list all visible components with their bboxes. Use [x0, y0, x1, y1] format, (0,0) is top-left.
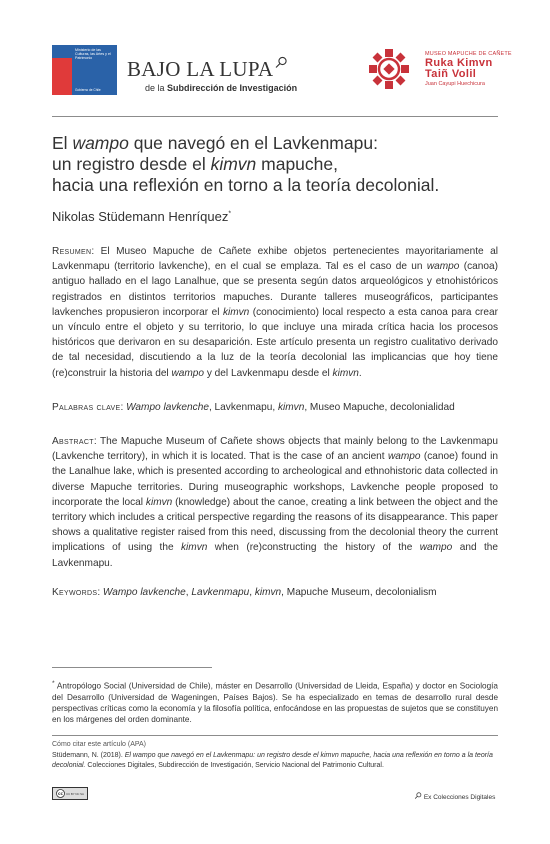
- body-emphasis: kimvn: [181, 542, 208, 554]
- body-emphasis: kimvn: [145, 496, 173, 508]
- body-text: , Lavkenmapu,: [208, 402, 278, 413]
- author-name: [52, 209, 231, 224]
- abstract-label: Abstract: [52, 436, 94, 447]
- colecciones-prefix: Ex: [423, 794, 432, 801]
- body-text: (knowledge) about the canoe, creating a link between the object and the territory which includes a critical perspective regarding the reasons of its disappearance. This paper shows a qualitative register raised from this need, discussing from the decolonial theory the current implications of using the: [52, 496, 499, 554]
- magnifier-icon: [414, 792, 422, 800]
- svg-text:cc: cc: [58, 791, 64, 797]
- colecciones-digitales-link[interactable]: [414, 792, 495, 801]
- body-emphasis: wampo: [387, 451, 421, 463]
- title-line-1: [52, 133, 498, 154]
- ministry-logo: [52, 45, 117, 95]
- body-text: (canoe) found in the Lanalhue lake, which is presented according to archeological and ethnohistoric data collected in diverse Mapuche territories. During museographic workshops, Lavkenche people proposed to incorporate the local: [52, 451, 498, 508]
- body-text: : The Mapuche Museum of Cañete shows objects that mainly belong to the Lavkenmapu (Lavkenche territory), in which it is located. That is the case of an ancient: [52, 436, 498, 463]
- palabras-clave: [52, 400, 498, 415]
- title-line-3: hacia una reflexión en torno a la teoría decolonial.: [52, 175, 440, 195]
- title-text: un registro desde el: [52, 154, 211, 174]
- body-text: (conocimiento) local respecto a esta canoa para crear un vínculo entre el objeto y su territorio, lo que incluye una mirada crítica hacia los procesos históricos que derivaron en su desaparición. Este artículo presenta un registro cualitativo derivado de tal necesidad, discutiendo a la luz de la teoría decolonial las implicancias que hoy tiene (re)construir la historia del: [52, 306, 499, 379]
- footnote-divider: [52, 667, 212, 668]
- body-text: y del Lavkenmapu desde el: [204, 367, 333, 379]
- palabras-clave-label: Palabras clave: [52, 402, 121, 413]
- body-text: .: [358, 367, 362, 379]
- title-emphasis: wampo: [72, 133, 129, 153]
- body-emphasis: kimvn: [254, 587, 282, 598]
- series-subtitle-prefix: de la: [145, 83, 165, 93]
- body-emphasis: kimvn: [332, 367, 359, 379]
- body-text: , Museo Mapuche, decolonialidad: [304, 402, 455, 413]
- series-title: [127, 56, 288, 82]
- body-text: :: [120, 402, 127, 413]
- government-label: Gobierno de Chile: [75, 87, 101, 92]
- body-text: ,: [185, 587, 192, 598]
- title-line-2: [52, 154, 498, 175]
- keywords-label: Keywords: [52, 587, 98, 598]
- body-emphasis: Wampo lavkenche: [102, 587, 186, 598]
- museum-tagline: Juan Cayupi Huechicura: [425, 81, 485, 87]
- body-text: when (re)constructing the history of the: [207, 542, 420, 554]
- title-text: El: [52, 133, 73, 153]
- title-text: que navegó en el Lavkenmapu:: [128, 133, 378, 153]
- ministry-logo-box: [72, 45, 117, 95]
- cc-license-badge[interactable]: [52, 787, 88, 800]
- body-text: (canoa) antiguo hallado en el lago Lanalhue, que se presenta según datos arqueológicos y etnohistóricos registrados en distintos territorios mapuches. Durante talleres museográficos, participantes lavkenches propusieron incorporar el: [52, 261, 498, 318]
- cc-license-text: CC BY NC SA: [66, 791, 84, 796]
- museum-name-line2: Taiñ Volil: [425, 68, 477, 80]
- ministry-name: Ministerio de las Culturas, las Artes y el Patrimonio: [75, 48, 111, 61]
- citation-divider: [52, 735, 498, 736]
- museum-logo-icon: [367, 47, 411, 91]
- body-emphasis: Wampo lavkenche: [126, 402, 209, 413]
- body-text: : El Museo Mapuche de Cañete exhibe objetos pertenecientes mayoritariamente al Lavkenmapu (territorio lavkenche), en el cual se emplaza. Tal es el caso de un: [52, 246, 498, 273]
- magnifier-icon: [274, 56, 288, 70]
- body-emphasis: kimvn: [277, 402, 305, 413]
- series-title-text: BAJO LA LUPA: [127, 57, 274, 81]
- body-emphasis: wampo: [419, 542, 453, 554]
- article-title: [52, 133, 498, 196]
- body-emphasis: Lavkenmapu: [191, 587, 250, 598]
- citation: [52, 751, 498, 770]
- museum-small-label: MUSEO MAPUCHE DE CAÑETE: [425, 51, 512, 57]
- series-subtitle-bold: Subdirección de Investigación: [167, 83, 298, 93]
- citation-label: Cómo citar este artículo (APA): [52, 741, 147, 748]
- header-divider: [52, 116, 498, 117]
- footnote-text: Antropólogo Social (Universidad de Chile), máster en Desarrollo (Universidad de Lleida, España) y doctor en Sociología del Desarrollo (Universidad de Wageningen, Países Bajos). Se ha especializado en temas de desarrollo rural desde perspectivas críticas como la economía y la filosofía política, enfocándose en las propuestas de sujetos que se constituyen en los márgenes del orden dominante.: [52, 681, 498, 725]
- footnote-marker: *: [52, 680, 55, 687]
- author-text: Nikolas Stüdemann Henríquez: [52, 209, 229, 224]
- body-emphasis: kimvn: [222, 306, 250, 318]
- flag-red-block: [52, 58, 72, 95]
- body-emphasis: wampo: [426, 261, 460, 273]
- cc-icon: [56, 789, 65, 798]
- resumen-label: Resumen: [52, 246, 92, 257]
- footnote: [52, 678, 498, 726]
- footnote-marker-link[interactable]: *: [228, 210, 232, 218]
- citation-text: Colecciones Digitales, Subdirección de Investigación, Servicio Nacional del Patrimonio Cultural.: [85, 761, 384, 769]
- citation-text: Stüdemann, N. (2018).: [52, 752, 125, 759]
- museum-name: [425, 58, 493, 80]
- resumen-paragraph: [52, 244, 498, 381]
- keywords: [52, 585, 498, 600]
- abstract-paragraph: [52, 434, 498, 571]
- body-text: ,: [249, 587, 255, 598]
- colecciones-label: Colecciones Digitales: [433, 794, 496, 801]
- body-text: :: [97, 587, 103, 598]
- series-subtitle: [145, 83, 297, 93]
- citation-title: El wampo que navegó en el Lavkenmapu: un registro desde el kimvn mapuche, hacia una reflexión en torno a la teoría decolonial.: [52, 752, 493, 769]
- body-emphasis: wampo: [171, 367, 205, 379]
- body-text: , Mapuche Museum, decolonialism: [281, 587, 437, 598]
- title-emphasis: kimvn: [210, 154, 257, 174]
- body-text: and the Lavkenmapu.: [52, 542, 499, 569]
- museum-name-line1: Ruka Kimvn: [425, 57, 493, 69]
- flag-blue-block: [52, 45, 72, 58]
- title-text: mapuche,: [256, 154, 338, 174]
